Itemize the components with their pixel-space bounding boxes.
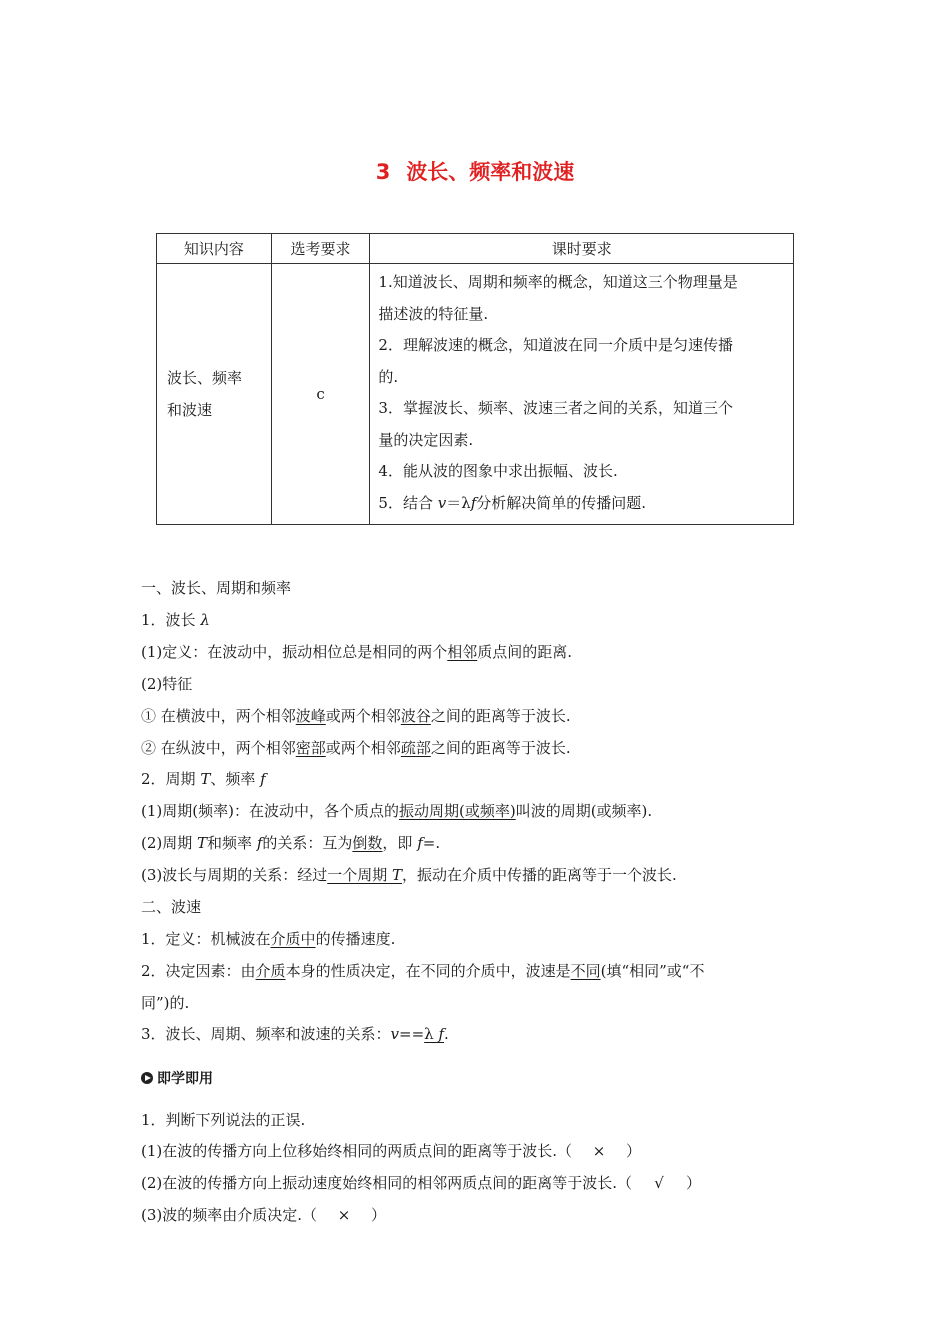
req-line: 量的决定因素.: [378, 430, 474, 449]
level-cell: c: [271, 264, 370, 525]
req-line: 的.: [378, 367, 399, 386]
practice-label: 即学即用: [141, 1068, 213, 1088]
paragraph: 1．判断下列说法的正误.: [141, 1111, 306, 1129]
req-line: 描述波的特征量.: [378, 304, 489, 323]
paragraph: ① 在横波中，两个相邻波峰或两个相邻波谷之间的距离等于波长.: [141, 707, 571, 725]
req-line: 2．理解波速的概念，知道波在同一介质中是匀速传播: [378, 336, 733, 354]
subheading-period: 2．周期 T、频率 f: [141, 770, 266, 788]
req-line: 3．掌握波长、频率、波速三者之间的关系，知道三个: [378, 399, 733, 417]
paragraph: (1)周期(频率)：在波动中，各个质点的振动周期(或频率)叫波的周期(或频率).: [141, 802, 653, 820]
paragraph: 同”)的.: [141, 994, 190, 1012]
req-line: 4．能从波的图象中求出振幅、波长.: [378, 462, 618, 480]
answer-mark: √: [654, 1174, 664, 1192]
req-line: 1.知道波长、周期和频率的概念，知道这三个物理量是: [378, 273, 738, 291]
table-header-row: [157, 234, 794, 264]
subheading-wavelength: 1．波长 λ: [141, 611, 210, 629]
section-heading: 一、波长、周期和频率: [141, 579, 292, 597]
paragraph: (3)波长与周期的关系：经过一个周期 T，振动在介质中传播的距离等于一个波长.: [141, 866, 677, 884]
page-title: 3 波长、频率和波速: [375, 160, 575, 184]
requirements-cell: [370, 264, 794, 525]
req-line: 5．结合 v＝λf分析解决简单的传播问题.: [378, 493, 647, 512]
paragraph: ② 在纵波中，两个相邻密部或两个相邻疏部之间的距离等于波长.: [141, 739, 571, 757]
table-row: [157, 264, 794, 525]
paragraph: (2)周期 T和频率 f的关系：互为倒数，即 f=.: [141, 834, 441, 852]
topic-cell: 波长、频率 和波速: [157, 264, 272, 525]
paragraph: (2)特征: [141, 675, 193, 693]
table-header-cell: 知识内容: [157, 234, 272, 264]
list-item: (2)在波的传播方向上振动速度始终相同的相邻两质点间的距离等于波长.（ √ ）: [141, 1174, 702, 1192]
paragraph: (1)定义：在波动中，振动相位总是相同的两个相邻质点间的距离.: [141, 643, 573, 661]
list-item: (3)波的频率由介质决定.（ × ）: [141, 1206, 387, 1224]
answer-mark: ×: [592, 1142, 606, 1160]
paragraph: 3．波长、周期、频率和波速的关系：v==λ f.: [141, 1025, 449, 1043]
paragraph: 2．决定因素：由介质本身的性质决定，在不同的介质中，波速是不同(填“相同”或“不: [141, 962, 705, 980]
table-header-cell: 选考要求: [271, 234, 370, 264]
paragraph: 1．定义：机械波在介质中的传播速度.: [141, 930, 396, 948]
play-icon: [141, 1072, 153, 1084]
requirements-table: [156, 233, 794, 525]
list-item: (1)在波的传播方向上位移始终相同的两质点间的距离等于波长.（ × ）: [141, 1142, 642, 1160]
section-heading: 二、波速: [141, 898, 202, 916]
table-header-cell: 课时要求: [370, 234, 794, 264]
answer-mark: ×: [337, 1206, 351, 1224]
